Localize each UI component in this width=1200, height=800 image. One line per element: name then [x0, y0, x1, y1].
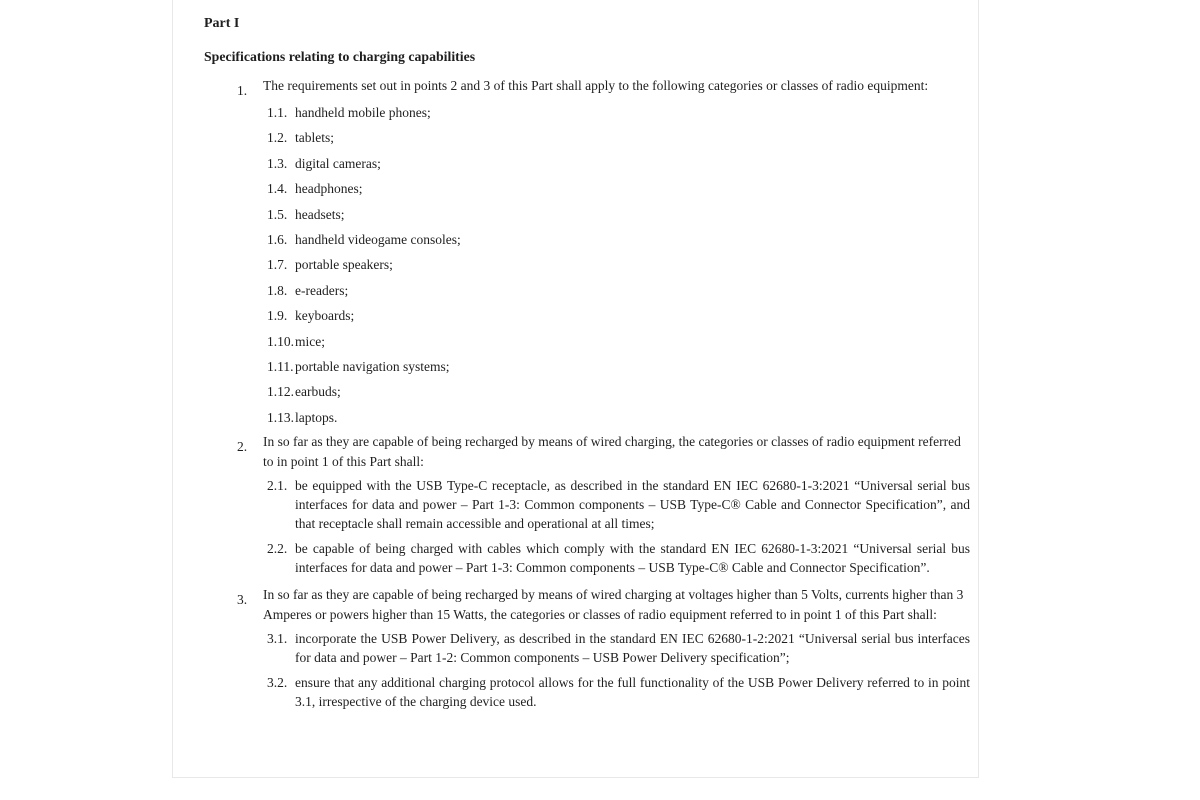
sub-item-text: earbuds;	[295, 384, 341, 400]
sub-item-number: 1.3.	[267, 155, 288, 171]
item-body	[263, 432, 970, 583]
item-number: 1.	[237, 83, 248, 98]
sub-item	[267, 354, 970, 379]
numbered-item	[204, 76, 970, 430]
sub-item	[267, 125, 970, 150]
sub-item-number: 1.5.	[267, 206, 288, 222]
sub-item-number: 1.13.	[267, 409, 294, 425]
sub-item	[267, 405, 970, 430]
sub-item	[267, 329, 970, 354]
sub-item-number: 1.6.	[267, 232, 288, 248]
subitems-list	[267, 476, 970, 577]
sub-item	[267, 202, 970, 227]
sub-item-text: be capable of being charged with cables which comply with the standard EN IEC 62680-1-3:2021 “Universal serial bus interfaces for data and power – Part 1-3: Common components – USB Type-C® Cable and Connector Specification”.	[295, 541, 970, 576]
subitems-list	[267, 100, 970, 430]
item-text: In so far as they are capable of being recharged by means of wired charging, the categories or classes of radio equipment referred to in point 1 of this Part shall:	[263, 434, 961, 470]
item-text: In so far as they are capable of being recharged by means of wired charging at voltages higher than 5 Volts, currents higher than 3 Amperes or powers higher than 15 Watts, the categories or classes of radio equipment referred to in point 1 of this Part shall:	[263, 587, 964, 623]
sub-item-text: portable navigation systems;	[295, 359, 450, 375]
sub-item-number: 3.1.	[267, 631, 288, 647]
sub-item	[267, 227, 970, 252]
sub-item	[267, 151, 970, 176]
sub-item-text: handheld videogame consoles;	[295, 232, 461, 248]
numbered-item	[204, 432, 970, 583]
sub-item-number: 2.2.	[267, 541, 288, 557]
sub-item-text: portable speakers;	[295, 257, 393, 273]
sub-item-number: 1.11.	[267, 359, 294, 375]
item-body	[263, 76, 970, 430]
sub-item-text: be equipped with the USB Type-C receptacle, as described in the standard EN IEC 62680-1-3:2021 “Universal serial bus interfaces for data and power – Part 1-3: Common components – USB Type-C® Cable and Connector Specification”, and that receptacle shall remain accessible and operational at all times;	[295, 478, 970, 532]
document-page	[172, 0, 979, 778]
sub-item	[267, 100, 970, 125]
sub-item	[267, 303, 970, 328]
sub-item	[267, 252, 970, 277]
sub-item-number: 1.12.	[267, 384, 294, 400]
sub-item	[267, 539, 970, 577]
sub-item-text: laptops.	[295, 409, 338, 425]
sub-item-text: keyboards;	[295, 308, 355, 324]
items-list	[204, 76, 970, 717]
sub-item-number: 3.2.	[267, 675, 288, 691]
sub-item-number: 1.7.	[267, 257, 288, 273]
sub-item-text: headsets;	[295, 206, 345, 222]
sub-item-text: headphones;	[295, 181, 363, 197]
section-title: Specifications relating to charging capabilities	[204, 49, 476, 64]
sub-item-number: 1.2.	[267, 130, 288, 146]
sub-item-text: incorporate the USB Power Delivery, as described in the standard EN IEC 62680-1-2:2021 “Universal serial bus interfaces for data and power – Part 1-2: Common components – USB Power Delivery specification”;	[295, 631, 970, 666]
item-number: 2.	[237, 439, 248, 455]
numbered-item	[204, 585, 970, 717]
sub-item-number: 1.1.	[267, 105, 288, 120]
item-number: 3.	[237, 592, 248, 608]
sub-item	[267, 476, 970, 533]
sub-item-number: 1.8.	[267, 282, 288, 298]
sub-item-text: e-readers;	[295, 282, 349, 298]
sub-item-number: 1.10.	[267, 333, 294, 349]
sub-item-number: 2.1.	[267, 478, 288, 494]
sub-item	[267, 176, 970, 201]
sub-item-text: mice;	[295, 333, 325, 349]
sub-item-number: 1.9.	[267, 308, 288, 324]
item-text: The requirements set out in points 2 and 3 of this Part shall apply to the following categories or classes of radio equipment:	[263, 78, 929, 93]
sub-item	[267, 379, 970, 404]
item-body	[263, 585, 970, 717]
sub-item-text: tablets;	[295, 130, 334, 146]
sub-item-number: 1.4.	[267, 181, 288, 197]
sub-item-text: digital cameras;	[295, 155, 381, 171]
sub-item	[267, 673, 970, 711]
subitems-list	[267, 629, 970, 711]
part-title: Part I	[204, 16, 240, 31]
sub-item	[267, 278, 970, 303]
sub-item-text: handheld mobile phones;	[295, 105, 431, 120]
sub-item-text: ensure that any additional charging protocol allows for the full functionality of the USB Power Delivery referred to in point 3.1, irrespective of the charging device used.	[295, 675, 970, 710]
sub-item	[267, 629, 970, 667]
